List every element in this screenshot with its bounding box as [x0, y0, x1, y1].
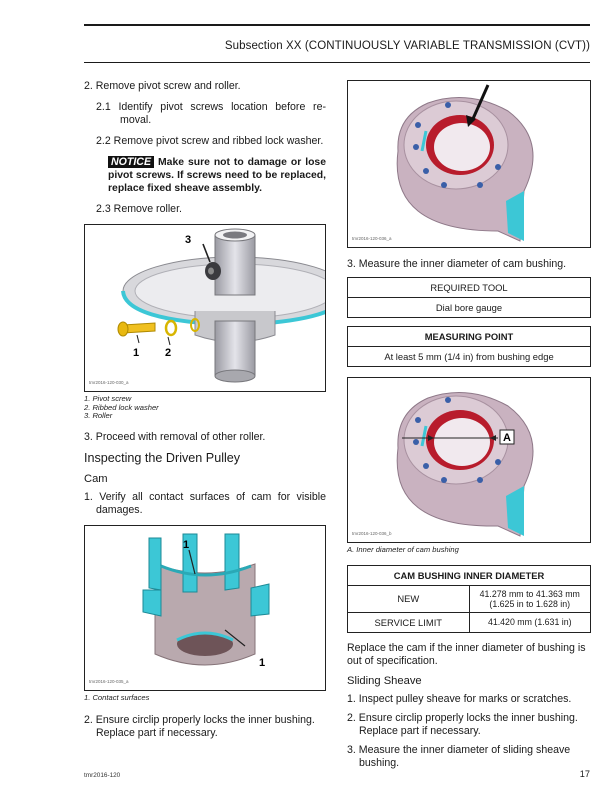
step-2-1: 2.1 Identify pivot screws location before re-moval.: [96, 101, 326, 126]
callout-A: A: [503, 432, 511, 444]
step-2: 2. Remove pivot screw and roller.: [84, 80, 241, 92]
cam-step-2: 2. Ensure circlip properly locks the inner bushing. Replace part if necessary.: [84, 714, 315, 740]
callout-3: 3: [185, 234, 192, 246]
step-3: 3. Proceed with removal of other roller.: [84, 430, 266, 443]
step-2-2: 2.2 Remove pivot screw and ribbed lock washer.: [96, 135, 324, 147]
spec-value-new-in: (1.625 in to 1.628 in): [489, 598, 571, 609]
header-rule-bottom: [84, 62, 590, 63]
measuring-point-value: At least 5 mm (1/4 in) from bushing edge: [348, 347, 591, 367]
step-2-3: 2.3 Remove roller.: [96, 203, 182, 215]
figure-cam-bushing-diameter: [347, 377, 591, 543]
ss-step-1: 1. Inspect pulley sheave for marks or scratches.: [347, 692, 572, 705]
callout-1-top: 1: [183, 538, 190, 551]
figure-legend: [84, 694, 326, 703]
figure-code: tmr2016-120-036_b: [352, 531, 392, 536]
figure-legend: [347, 546, 591, 555]
section-heading: Inspecting the Driven Pulley: [84, 450, 241, 465]
subsection-title: Subsection XX (CONTINUOUSLY VARIABLE TRANSMISSION (CVT)): [224, 40, 590, 52]
cam-bushing-spec-table: [347, 565, 591, 633]
callout-1: 1: [133, 347, 140, 359]
table-row: [348, 585, 591, 612]
callout-2: 2: [165, 347, 172, 359]
required-tool-value: Dial bore gauge: [348, 298, 591, 318]
spec-value-new: [469, 585, 591, 612]
figure-code: tmr2016-120-036_a: [352, 236, 392, 241]
pulley-sheave-illustration: [85, 225, 325, 391]
footer-code: tmr2016-120: [84, 772, 121, 779]
required-tool-table: [347, 277, 591, 318]
ss-step-3: 3. Measure the inner diameter of sliding sheave bushing.: [347, 743, 571, 769]
right-column: [347, 80, 591, 778]
legend-item: 2. Ribbed lock washer: [84, 402, 159, 412]
figure-cam-bushing-top: [347, 80, 591, 248]
spec-label-new: NEW: [348, 585, 470, 612]
cam-step-1: 1. Verify all contact surfaces of cam for visible damages.: [84, 490, 326, 516]
ss-step-2: 2. Ensure circlip properly locks the inner bushing. Replace part if necessary.: [347, 711, 578, 737]
legend-item: 3. Roller: [84, 411, 113, 421]
cam-bushing-diameter-illustration: [348, 378, 590, 542]
callout-1-bottom: 1: [259, 656, 266, 669]
replace-text: Replace the cam if the inner diameter of bushing is out of specification.: [347, 641, 586, 667]
measuring-point-header: MEASURING POINT: [348, 327, 591, 347]
subheading-sliding-sheave: Sliding Sheave: [347, 674, 422, 687]
figure-pivot-screw: [84, 224, 326, 392]
figure-legend: [84, 395, 326, 421]
table-row: [348, 612, 591, 632]
header-rule-top: [84, 24, 590, 26]
figure-cam: [84, 525, 326, 691]
measuring-point-table: [347, 326, 591, 367]
page-number: 17: [579, 769, 590, 779]
required-tool-header: REQUIRED TOOL: [348, 278, 591, 298]
cam-illustration: [85, 526, 325, 690]
notice-label: NOTICE: [108, 156, 154, 168]
spec-value-new-mm: 41.278 mm to 41.363 mm: [479, 588, 580, 599]
spec-label-service-limit: SERVICE LIMIT: [348, 612, 470, 632]
cam-bushing-illustration: [348, 81, 590, 247]
legend-item: 1. Pivot screw: [84, 394, 132, 403]
figure-code: tmr2016-120-030_a: [89, 380, 129, 385]
subheading-cam: Cam: [84, 472, 108, 485]
legend-item: A. Inner diameter of cam bushing: [347, 545, 459, 554]
notice-text: Make sure not to damage or lose pivot screws. If screws need to be replaced, replace fixed sheave assembly.: [108, 157, 326, 194]
measure-step-3: 3. Measure the inner diameter of cam bushing.: [347, 258, 567, 270]
spec-value-service-limit: 41.420 mm (1.631 in): [469, 612, 591, 632]
legend-item: 1. Contact surfaces: [84, 692, 150, 702]
spec-table-header: CAM BUSHING INNER DIAMETER: [348, 565, 591, 585]
notice-block: [108, 156, 326, 195]
left-column: [84, 80, 326, 748]
figure-code: tmr2016-120-035_a: [89, 678, 129, 684]
